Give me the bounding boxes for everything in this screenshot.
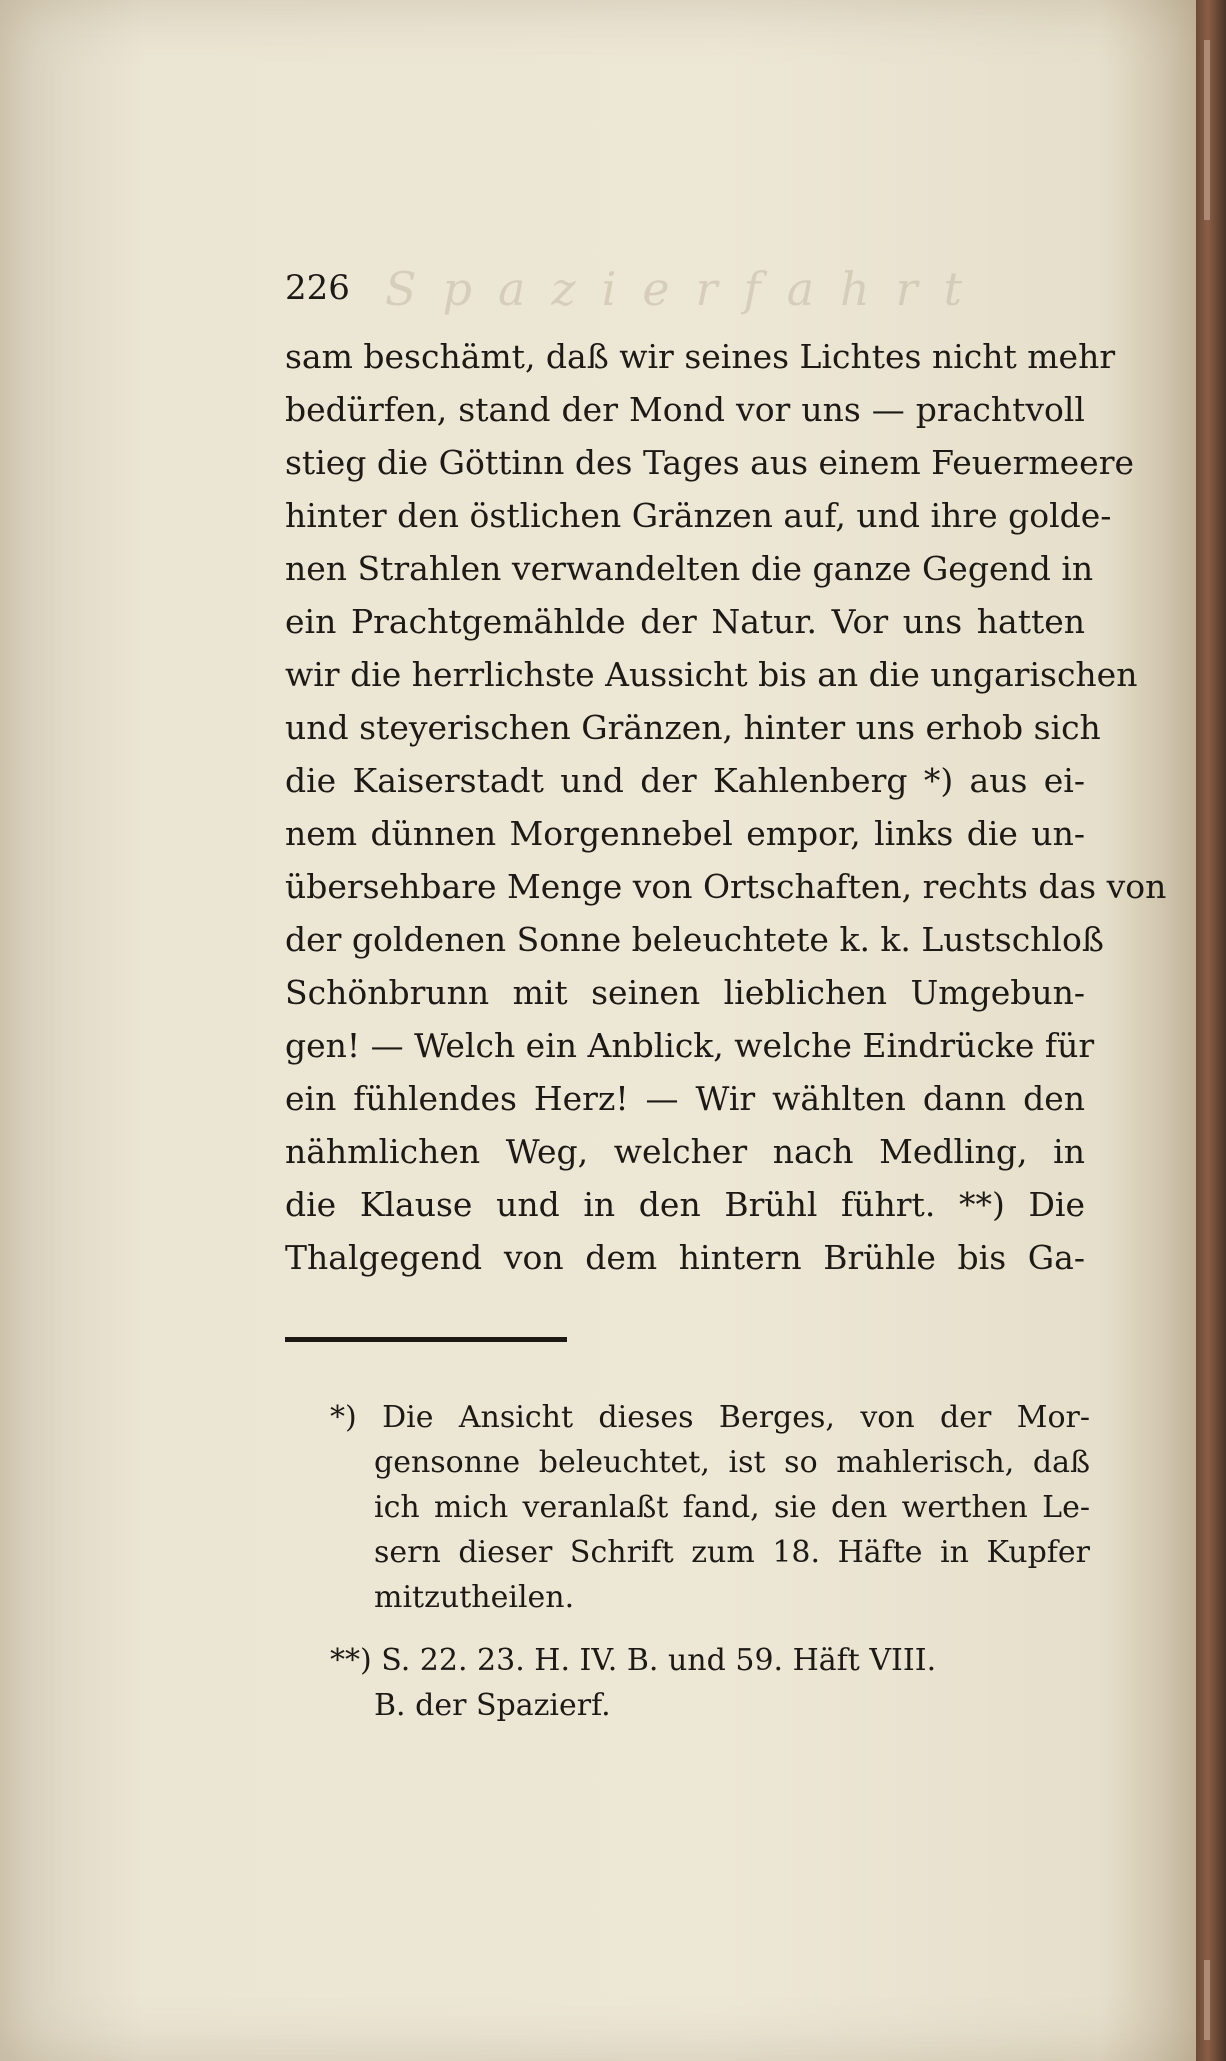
footnote-2 (330, 1638, 1090, 1728)
text-line: und steyerischen Gränzen, hinter uns erhob sich (285, 708, 1101, 747)
footnote-separator-rule (285, 1337, 567, 1342)
footnote-line: *) Die Ansicht dieses Berges, von der Mor- (330, 1400, 1090, 1435)
text-line: der goldenen Sonne beleuchtete k. k. Lustschloß (285, 920, 1104, 959)
text-line: stieg die Göttinn des Tages aus einem Feuermeere (285, 443, 1135, 482)
text-line: nem dünnen Morgennebel empor, links die un- (285, 814, 1085, 853)
footnote-line: B. der Spazierf. (374, 1688, 611, 1723)
footnote-line: ich mich veranlaßt fand, sie den werthen Le- (374, 1490, 1090, 1525)
text-line: Thalgegend von dem hintern Brühle bis Ga- (285, 1238, 1085, 1277)
text-line: sam beschämt, daß wir seines Lichtes nicht mehr (285, 337, 1116, 376)
text-line: die Kaiserstadt und der Kahlenberg *) aus ei- (285, 761, 1085, 800)
book-binding-edge (1196, 0, 1226, 2061)
footnote-line: **) S. 22. 23. H. IV. B. und 59. Häft VIII. (330, 1643, 937, 1678)
text-line: ein Prachtgemählde der Natur. Vor uns hatten (285, 602, 1085, 641)
body-text (285, 330, 1167, 1284)
text-line: hinter den östlichen Gränzen auf, und ihre golde- (285, 496, 1112, 535)
text-line: nähmlichen Weg, welcher nach Medling, in (285, 1132, 1085, 1171)
text-line: Schönbrunn mit seinen lieblichen Umgebun- (285, 973, 1085, 1012)
text-line: die Klause und in den Brühl führt. **) Die (285, 1185, 1085, 1224)
text-line: nen Strahlen verwandelten die ganze Gegend in (285, 549, 1094, 588)
text-line: ein fühlendes Herz! — Wir wählten dann den (285, 1079, 1085, 1118)
page-header (285, 262, 1085, 318)
binding-thread (1204, 40, 1210, 220)
footnote-line: mitzutheilen. (374, 1580, 575, 1615)
text-line: übersehbare Menge von Ortschaften, rechts das von (285, 867, 1167, 906)
running-head-showthrough: Spazierfahrt (385, 262, 989, 316)
footnote-line: gensonne beleuchtet, ist so mahlerisch, daß (374, 1445, 1090, 1480)
text-line: bedürfen, stand der Mond vor uns — prachtvoll (285, 390, 1085, 429)
text-line: wir die herrlichste Aussicht bis an die ungarischen (285, 655, 1138, 694)
footnotes (330, 1395, 1090, 1728)
text-line: gen! — Welch ein Anblick, welche Eindrücke für (285, 1026, 1095, 1065)
footnote-1 (330, 1395, 1090, 1620)
footnote-line: sern dieser Schrift zum 18. Häfte in Kupfer (374, 1535, 1090, 1570)
page-number: 226 (285, 268, 350, 308)
binding-thread (1204, 1960, 1210, 2040)
